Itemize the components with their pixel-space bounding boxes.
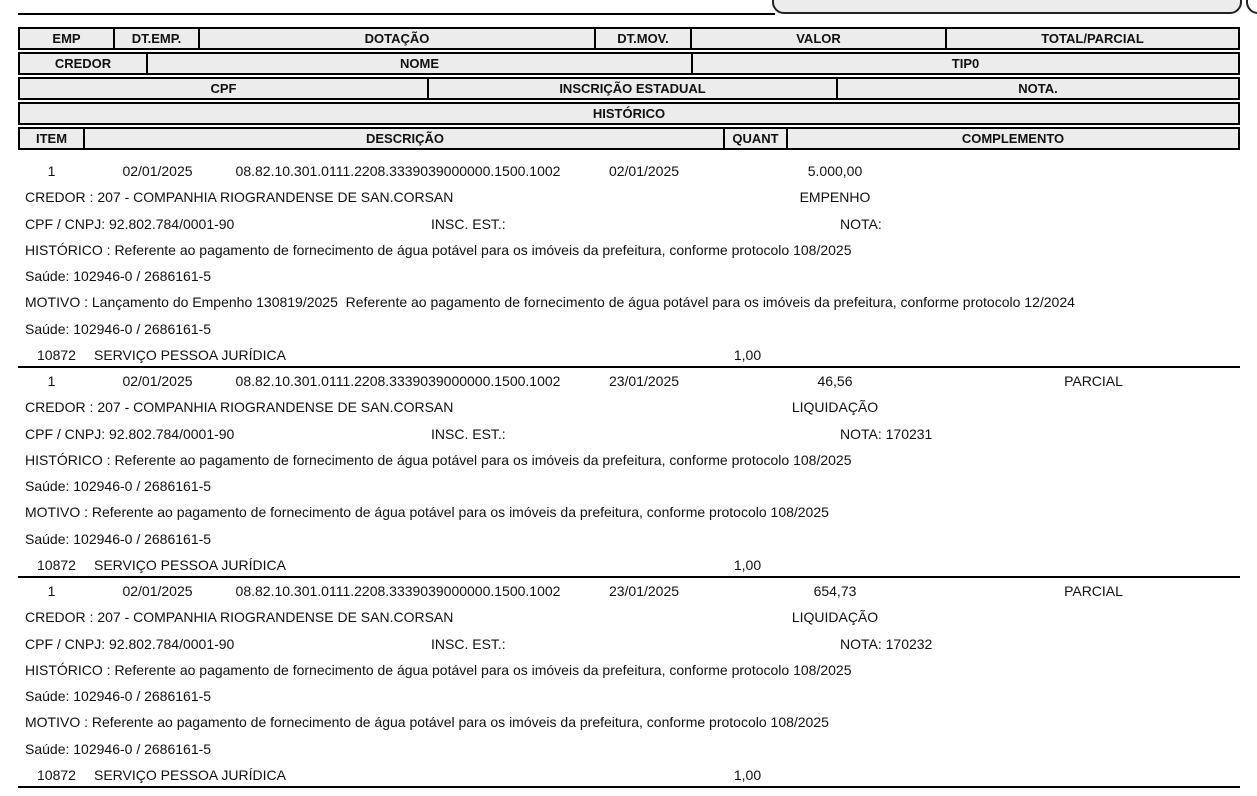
record-nota: NOTA:: [840, 215, 882, 232]
record-item-quantity: 1,00: [733, 766, 762, 783]
header-cell-cpf: CPF: [18, 77, 429, 100]
records-container: [0, 152, 1257, 788]
record-credor: CREDOR : 207 - COMPANHIA RIOGRANDENSE DE SAN.CORSAN: [25, 399, 454, 416]
header-cell-inscricao-estadual: INSCRIÇÃO ESTADUAL: [427, 77, 838, 100]
header-cell-dotacao: DOTAÇÃO: [198, 27, 596, 50]
record-item-code: 10872: [37, 346, 76, 363]
header-cell-valor: VALOR: [690, 27, 947, 50]
header-cell-total-parcial: TOTAL/PARCIAL: [945, 27, 1240, 50]
record-values-line: [0, 578, 1257, 604]
record-dt-mov: 02/01/2025: [608, 163, 680, 179]
record-insc-est: INSC. EST.:: [431, 215, 506, 232]
header-cell-tipo: TIP0: [691, 52, 1240, 75]
record-credor-line: [0, 604, 1257, 630]
top-rounded-panel-right: [1246, 0, 1257, 14]
record-total-parcial: PARCIAL: [1064, 583, 1123, 599]
record-item-number: 1: [47, 163, 56, 179]
record-insc-est: INSC. EST.:: [431, 425, 506, 442]
header-cell-credor: CREDOR: [18, 52, 148, 75]
record-tipo: LIQUIDAÇÃO: [791, 399, 879, 416]
header-cell-nota: NOTA.: [836, 77, 1240, 100]
header-cell-descricao: DESCRIÇÃO: [83, 127, 727, 150]
header-cell-item: ITEM: [18, 127, 85, 150]
record-insc-est: INSC. EST.:: [431, 635, 506, 652]
record-motivo: MOTIVO : Referente ao pagamento de fornecimento de água potável para os imóveis da prefeitura, conforme protocolo 108/2025: [25, 504, 829, 521]
header-cell-nome: NOME: [146, 52, 693, 75]
record-item-line: [0, 552, 1257, 578]
record-saude-1: Saúde: 102946-0 / 2686161-5: [25, 478, 212, 494]
record-valor: 5.000,00: [807, 163, 863, 179]
top-rounded-panel: [772, 0, 1242, 14]
record-item-number: 1: [47, 583, 56, 599]
record-valor: 46,56: [817, 373, 853, 389]
record-item-line: [0, 762, 1257, 788]
record-motivo: MOTIVO : Lançamento do Empenho 130819/2025 Referente ao pagamento de fornecimento de água potável para os imóveis da prefeitura, conforme protocolo 12/2024: [25, 294, 1075, 311]
record-nota: NOTA: 170232: [840, 635, 933, 652]
record-cpf-cnpj: CPF / CNPJ: 92.802.784/0001-90: [25, 635, 235, 652]
record-cpf-cnpj: CPF / CNPJ: 92.802.784/0001-90: [25, 425, 235, 442]
record-item-code: 10872: [37, 766, 76, 783]
header-cell-historico: HISTÓRICO: [18, 102, 1240, 125]
record-motivo-line: [0, 709, 1257, 735]
record: [0, 578, 1257, 788]
record-dt-emp: 02/01/2025: [122, 373, 193, 389]
record-cpf-line: [0, 631, 1257, 657]
top-rule: [18, 13, 775, 15]
record-credor: CREDOR : 207 - COMPANHIA RIOGRANDENSE DE SAN.CORSAN: [25, 609, 454, 626]
record-motivo-line: [0, 289, 1257, 315]
record-credor: CREDOR : 207 - COMPANHIA RIOGRANDENSE DE SAN.CORSAN: [25, 189, 454, 206]
record-dotacao: 08.82.10.301.0111.2208.3339039000000.1500.1002: [235, 373, 561, 389]
record-saude-1: Saúde: 102946-0 / 2686161-5: [25, 688, 212, 704]
record-item-line: [0, 342, 1257, 368]
record-dt-emp: 02/01/2025: [122, 163, 193, 179]
record-historico-line: [0, 657, 1257, 683]
header-cell-quant: QUANT: [723, 127, 788, 150]
record-dotacao: 08.82.10.301.0111.2208.3339039000000.1500.1002: [235, 583, 561, 599]
header-cell-complemento: COMPLEMENTO: [786, 127, 1240, 150]
record-cpf-line: [0, 421, 1257, 447]
record-historico: HISTÓRICO : Referente ao pagamento de fornecimento de água potável para os imóveis da prefeitura, conforme protocolo 108/2025: [25, 241, 852, 258]
record-total-parcial: PARCIAL: [1064, 373, 1123, 389]
record-saude-line-1: [0, 263, 1257, 289]
record-saude-line-1: [0, 683, 1257, 709]
record-saude-1: Saúde: 102946-0 / 2686161-5: [25, 268, 212, 284]
record-cpf-line: [0, 211, 1257, 237]
record-saude-line-2: [0, 526, 1257, 552]
record-item-code: 10872: [37, 556, 76, 573]
record-dt-mov: 23/01/2025: [608, 583, 680, 599]
record-historico: HISTÓRICO : Referente ao pagamento de fornecimento de água potável para os imóveis da prefeitura, conforme protocolo 108/2025: [25, 661, 852, 678]
record-historico-line: [0, 447, 1257, 473]
record-item-desc: SERVIÇO PESSOA JURÍDICA: [94, 766, 286, 783]
record-motivo: MOTIVO : Referente ao pagamento de fornecimento de água potável para os imóveis da prefeitura, conforme protocolo 108/2025: [25, 714, 829, 731]
record-saude-line-2: [0, 736, 1257, 762]
record-item-desc: SERVIÇO PESSOA JURÍDICA: [94, 556, 286, 573]
record-item-quantity: 1,00: [733, 346, 762, 363]
table-header: [18, 27, 1240, 152]
record-item-quantity: 1,00: [733, 556, 762, 573]
record-dotacao: 08.82.10.301.0111.2208.3339039000000.1500.1002: [235, 163, 561, 179]
record-saude-2: Saúde: 102946-0 / 2686161-5: [25, 530, 212, 547]
record-item-desc: SERVIÇO PESSOA JURÍDICA: [94, 346, 286, 363]
record-credor-line: [0, 394, 1257, 420]
record-historico-line: [0, 237, 1257, 263]
record-dt-emp: 02/01/2025: [122, 583, 193, 599]
record-credor-line: [0, 184, 1257, 210]
record-motivo-line: [0, 499, 1257, 525]
record-dt-mov: 23/01/2025: [608, 373, 680, 389]
record-saude-line-1: [0, 473, 1257, 499]
header-cell-emp: EMP: [18, 27, 115, 50]
record-tipo: LIQUIDAÇÃO: [791, 609, 879, 626]
record-saude-2: Saúde: 102946-0 / 2686161-5: [25, 320, 212, 337]
record-historico: HISTÓRICO : Referente ao pagamento de fornecimento de água potável para os imóveis da prefeitura, conforme protocolo 108/2025: [25, 451, 852, 468]
record-values-line: [0, 368, 1257, 394]
header-cell-dt-mov: DT.MOV.: [594, 27, 692, 50]
record-valor: 654,73: [813, 583, 857, 599]
record-item-number: 1: [47, 373, 56, 389]
record-cpf-cnpj: CPF / CNPJ: 92.802.784/0001-90: [25, 215, 235, 232]
record-saude-line-2: [0, 316, 1257, 342]
record-separator: [18, 786, 1240, 788]
record-values-line: [0, 158, 1257, 184]
header-cell-dt-emp: DT.EMP.: [113, 27, 200, 50]
record: [0, 368, 1257, 578]
record: [0, 152, 1257, 368]
record-nota: NOTA: 170231: [840, 425, 933, 442]
record-tipo: EMPENHO: [799, 189, 871, 206]
record-saude-2: Saúde: 102946-0 / 2686161-5: [25, 740, 212, 757]
